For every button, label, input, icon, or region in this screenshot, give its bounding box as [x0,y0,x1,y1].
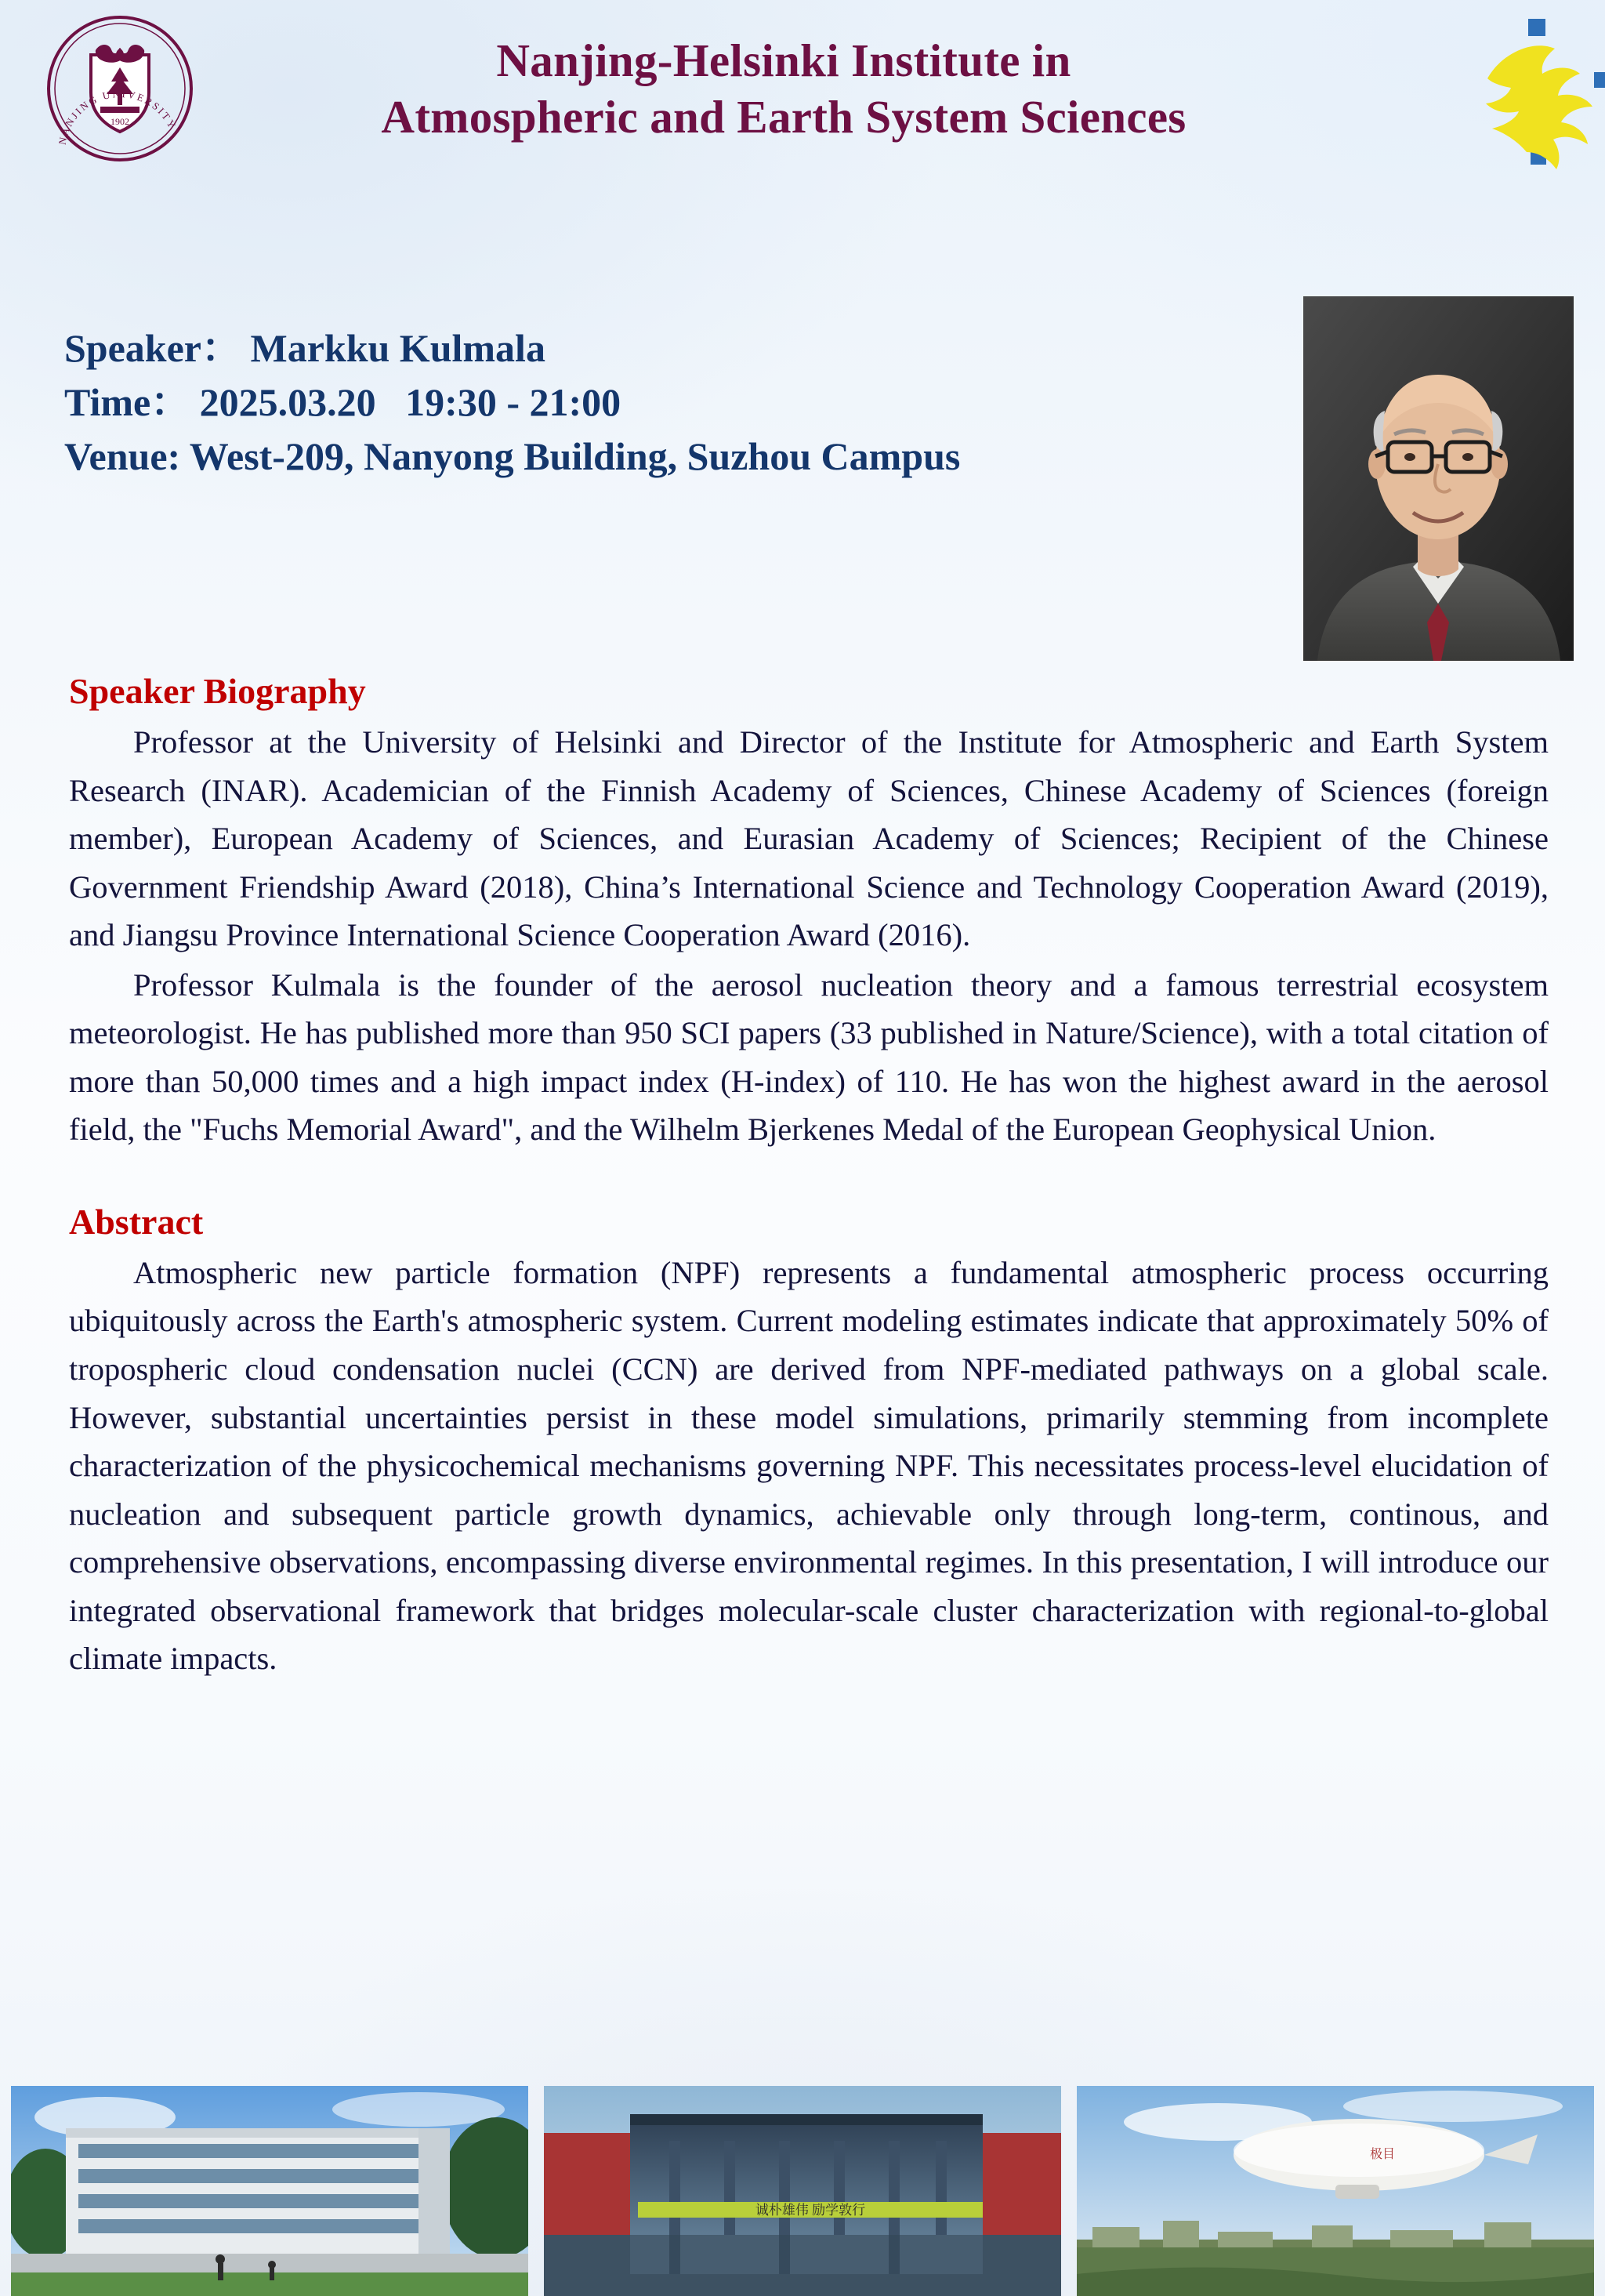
biography-paragraph-1: Professor at the University of Helsinki and Director of the Institute for Atmospheric and Earth System Research (INAR). Academician of the Finnish Academy of Sciences, Chinese Academy of Sciences (foreign member), European Academy of Sciences, and Eurasian Academy of Sciences; Recipient of the Chinese Government Friendship Award (2018), China’s International Science and Technology Cooperation Award (2019), and Jiangsu Province International Science Cooperation Award (2016). [69,724,1549,953]
biography-paragraph-2: Professor Kulmala is the founder of the aerosol nucleation theory and a famous terrestrial ecosystem meteorologist. He has published more than 950 SCI papers (33 published in Nature/Science), with a total citation of more than 50,000 times and a high impact index (H-index) of 110. He has won the highest award in the aerosol field, the "Fuchs Memorial Award", and the Wilhelm Bjerkenes Medal of the European Geophysical Union. [69,967,1549,1148]
photo-strip [0,2086,1605,2296]
svg-text:极目: 极目 [1369,2148,1396,2161]
page-title [235,33,1332,146]
event-info [64,321,1240,484]
biography-heading: Speaker Biography [69,671,366,711]
abstract-heading: Abstract [69,1201,204,1242]
abstract-paragraph-1: Atmospheric new particle formation (NPF) represents a fundamental atmospheric process occurring ubiquitously across the Earth's atmospheric system. Current modeling estimates indicate that approximately 50% of tropospheric cloud condensation nuclei (CCN) are derived from NPF-mediated pathways on a global scale. However, substantial uncertainties persist in these model simulations, primarily stemming from incomplete characterization of the physicochemical mechanisms governing NPF. This necessitates process-level elucidation of nucleation and subsequent particle growth dynamics, achievable only through long-term, continous, and comprehensive observations, encompassing diverse environmental regimes. In this presentation, I will introduce our integrated observational framework that bridges molecular-scale cluster characterization with regional-to-global climate impacts. [69,1254,1549,1677]
poster-header [0,0,1605,251]
title-line-2: Atmospheric and Earth System Sciences [381,90,1187,143]
poster-body [69,670,1549,1683]
svg-text:NANJING UNIVERSITY: NANJING UNIVERSITY [56,87,179,146]
time-line: Time： 2025.03.20 19:30 - 21:00 [64,380,621,424]
title-line-1: Nanjing-Helsinki Institute in [496,34,1071,86]
speaker-portrait [1303,296,1574,661]
venue-line: Venue: West-209, Nanyong Building, Suzhou Campus [64,434,961,478]
airship-observation-photo [1077,2086,1594,2296]
nanjing-university-logo [45,14,194,163]
gate-banner-text: 诚朴雄伟 励学敦行 [755,2203,866,2218]
finland-lion-mark [1401,8,1605,196]
campus-building-photo [11,2086,528,2296]
section-spacer [69,1154,1549,1201]
svg-text:1902: 1902 [111,116,129,127]
speaker-line: Speaker： Markku Kulmala [64,326,545,370]
campus-gate-photo [544,2086,1061,2296]
